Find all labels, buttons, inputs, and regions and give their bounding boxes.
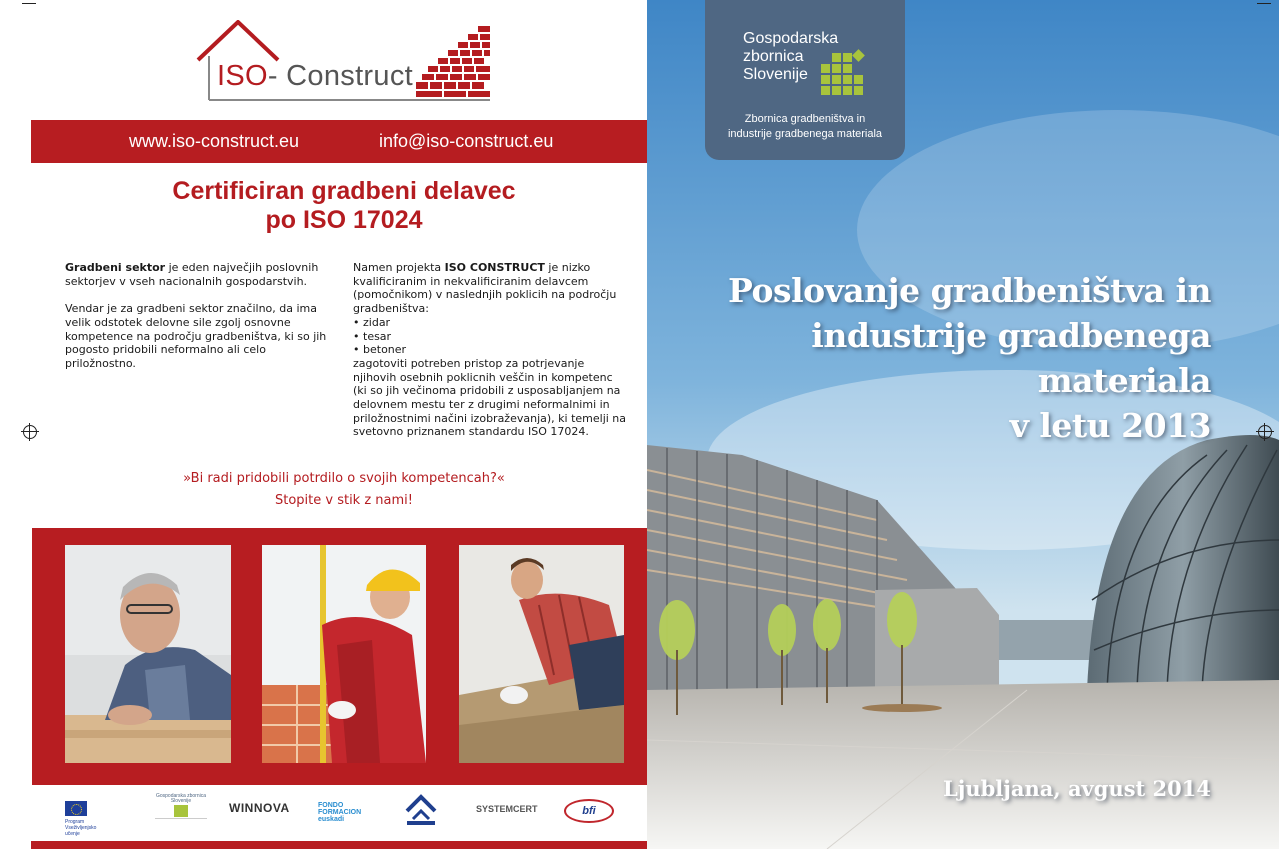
- chamber-subtitle: [705, 112, 905, 142]
- photo-worker-helmet: [262, 545, 426, 763]
- institute-logo: [403, 793, 439, 827]
- chamber-logo-box: [705, 0, 905, 160]
- paragraph-sector: [65, 261, 335, 288]
- flyer-title: [31, 177, 657, 235]
- photo-worker-floor: [459, 545, 624, 763]
- chamber-subtitle-line1: Zbornica gradbeništva in: [744, 113, 866, 125]
- website-link[interactable]: www.iso-construct.eu: [129, 131, 300, 151]
- chamber-name-line1: Gospodarska: [743, 30, 839, 47]
- chamber-name-line2: zbornica: [743, 48, 804, 65]
- photo-worker-glasses: [65, 545, 231, 763]
- cta-question: »Bi radi pridobili potrdilo o svojih kompetencah?«: [183, 471, 505, 486]
- text-column-2: [353, 261, 628, 439]
- crop-mark: [22, 3, 36, 4]
- eu-program-logo: Program Vseživljenjsko učenje: [65, 801, 125, 840]
- chamber-green-mark: [821, 48, 867, 96]
- gzs-small-logo: Gospodarska zbornica Slovenije: [155, 794, 207, 827]
- flyer-title-line1: Certificiran gradbeni delavec: [172, 177, 516, 205]
- list-item: • betoner: [353, 343, 628, 357]
- logo-iso: ISO: [217, 60, 268, 92]
- fondo-formacion-logo: FONDO FORMACION euskadi: [318, 802, 362, 823]
- report-title-line2: industrije gradbenega materiala: [811, 316, 1211, 400]
- bold-sector: Gradbeni sektor: [65, 261, 166, 274]
- winnova-logo: WINNOVA: [229, 801, 290, 815]
- occupation-list: [353, 316, 628, 357]
- list-item: • tesar: [353, 330, 628, 344]
- logo-wordmark: [217, 60, 413, 93]
- project-intro-a: Namen projekta: [353, 261, 445, 274]
- paragraph-project: [353, 261, 628, 316]
- bottom-bar: [31, 841, 647, 849]
- email-link[interactable]: info@iso-construct.eu: [379, 131, 554, 151]
- bfi-logo: bfi: [564, 799, 614, 823]
- paragraph-sector-rest: je eden največjih poslovnih sektorjev v vseh nacionalnih gospodarstvih.: [65, 261, 319, 288]
- list-item: • zidar: [353, 316, 628, 330]
- logo-construct: - Construct: [267, 60, 413, 92]
- registration-mark: [23, 425, 37, 439]
- place-date: Ljubljana, avgust 2014: [942, 776, 1211, 801]
- registration-mark: [1258, 425, 1272, 439]
- flyer-title-line2: po ISO 17024: [265, 206, 423, 234]
- crop-mark: [1257, 3, 1271, 4]
- report-title: [651, 268, 1211, 448]
- systemcert-logo: SYSTEMCERT: [476, 804, 538, 814]
- report-title-line1: Poslovanje gradbeništva in: [728, 271, 1211, 310]
- project-name-bold: ISO CONSTRUCT: [444, 261, 545, 274]
- report-title-line3: v letu 2013: [1009, 406, 1211, 445]
- project-intro-b: je nizko kvalificiranim in nekvalificiranim delavcem (pomočnikom) v naslednjih poklicih na področju gradbeništva:: [353, 261, 617, 316]
- cta-contact: Stopite v stik z nami!: [274, 493, 413, 508]
- contact-band: [31, 120, 647, 163]
- report-cover-page: [647, 0, 1279, 849]
- paragraph-outro: zagotoviti potreben pristop za potrjevanje njihovih osebnih poklicnih veščin in kompetenc (ki so jih večinoma pridobili z usposabljanjem na delovnem mestu ter z drugimi neformalnimi in priložnostnimi načini izobraževanja), ki temelji na svetovno priznanem standardu ISO 17024.: [353, 356, 627, 439]
- partner-logos: [31, 785, 647, 841]
- chamber-name-line3: Slovenije: [743, 66, 808, 83]
- paragraph-workforce: Vendar je za gradbeni sektor značilno, da ima velik odstotek delovne sile zgolj osnovne kompetence na področju gradbeništva, ki so jih pogosto pridobili neformalno ali celo priložnostno.: [65, 302, 327, 370]
- chamber-subtitle-line2: industrije gradbenega materiala: [727, 128, 883, 140]
- text-column-1: [65, 261, 335, 384]
